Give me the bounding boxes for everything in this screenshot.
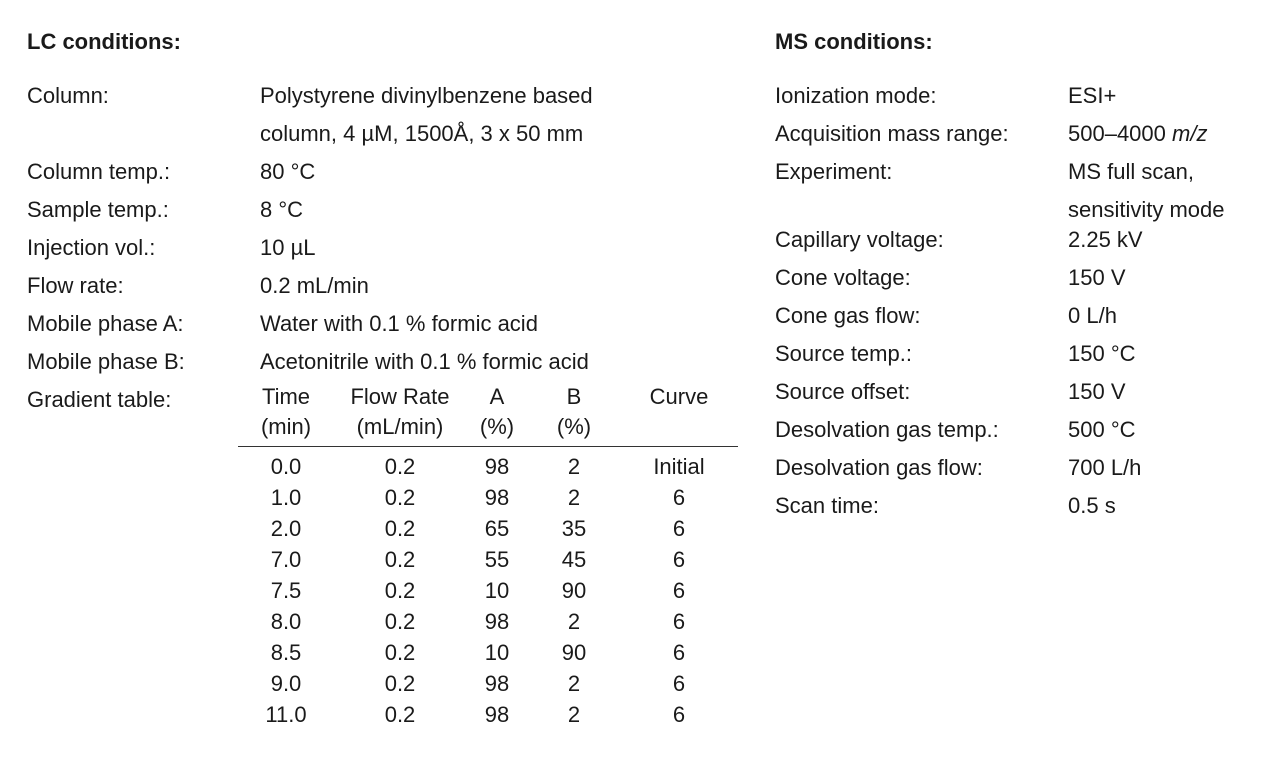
- lc-value-column: [260, 77, 680, 153]
- ms-values-column: [1068, 77, 1225, 525]
- lc-values-column: [260, 77, 680, 381]
- lc-value-column-temp: 80 °C: [260, 159, 316, 184]
- gradient-table-row: [238, 447, 738, 483]
- gradient-cell-flow-rate: 0.2: [384, 609, 416, 634]
- ms-label-experiment: Experiment:: [775, 159, 893, 184]
- ms-value-experiment-line2: sensitivity mode: [1068, 197, 1225, 222]
- gradient-cell-a: 98: [484, 609, 510, 634]
- ms-value-scan-time: 0.5 s: [1068, 493, 1116, 518]
- gradient-table: [238, 382, 738, 730]
- gradient-cell-a: 98: [484, 702, 510, 727]
- gradient-cell-flow-rate: 0.2: [384, 516, 416, 541]
- gradient-cell-curve: Initial: [653, 454, 705, 479]
- gradient-cell-a: 98: [484, 671, 510, 696]
- gradient-cell-curve: 6: [672, 671, 686, 696]
- gradient-header-b-line2: (%): [556, 414, 592, 439]
- ms-value-acquisition-mass-range: [1068, 115, 1225, 153]
- gradient-cell-time: 11.0: [265, 702, 307, 727]
- gradient-cell-b: 90: [561, 640, 587, 665]
- gradient-cell-flow-rate: 0.2: [384, 578, 416, 603]
- gradient-cell-flow-rate: 0.2: [384, 485, 416, 510]
- gradient-cell-b: 2: [567, 702, 581, 727]
- gradient-cell-b: 90: [561, 578, 587, 603]
- lc-label-gradient-table: Gradient table:: [27, 387, 172, 412]
- ms-value-source-temp: 150 °C: [1068, 341, 1136, 366]
- ms-label-source-temp: Source temp.:: [775, 341, 912, 366]
- gradient-table-row: [238, 668, 738, 699]
- gradient-cell-b: 35: [561, 516, 587, 541]
- gradient-cell-time: 8.5: [270, 640, 302, 665]
- gradient-table-header-row: [238, 382, 738, 447]
- gradient-cell-a: 55: [484, 547, 510, 572]
- gradient-cell-b: 2: [567, 671, 581, 696]
- gradient-cell-time: 7.5: [270, 578, 302, 603]
- lc-value-injection-vol: 10 µL: [260, 235, 316, 260]
- gradient-cell-time: 2.0: [270, 516, 302, 541]
- gradient-header-a-line2: (%): [479, 414, 515, 439]
- gradient-cell-a: 98: [484, 485, 510, 510]
- gradient-header-b-line1: B: [566, 384, 582, 409]
- lc-label-sample-temp: Sample temp.:: [27, 197, 169, 222]
- lc-label-injection-vol: Injection vol.:: [27, 235, 156, 260]
- lc-label-mobile-phase-a: Mobile phase A:: [27, 311, 184, 336]
- ms-label-cone-voltage: Cone voltage:: [775, 265, 911, 290]
- gradient-table-row: [238, 513, 738, 544]
- gradient-cell-flow-rate: 0.2: [384, 547, 416, 572]
- gradient-cell-flow-rate: 0.2: [384, 640, 416, 665]
- gradient-cell-flow-rate: 0.2: [384, 702, 416, 727]
- lc-value-sample-temp: 8 °C: [260, 197, 304, 222]
- gradient-table-row: [238, 482, 738, 513]
- ms-value-desolvation-gas-flow: 700 L/h: [1068, 455, 1142, 480]
- ms-value-source-offset: 150 V: [1068, 379, 1126, 404]
- gradient-header-flow-rate: [334, 382, 466, 447]
- gradient-cell-curve: 6: [672, 516, 686, 541]
- ms-value-cone-gas-flow: 0 L/h: [1068, 303, 1117, 328]
- ms-label-ionization-mode: Ionization mode:: [775, 83, 937, 108]
- lc-label-column-temp: Column temp.:: [27, 159, 171, 184]
- gradient-cell-b: 2: [567, 454, 581, 479]
- gradient-cell-a: 10: [484, 640, 510, 665]
- gradient-cell-curve: 6: [672, 578, 686, 603]
- lc-value-flow-rate: 0.2 mL/min: [260, 273, 369, 298]
- lc-conditions-heading: LC conditions:: [27, 29, 181, 54]
- lc-value-column-line1: Polystyrene divinylbenzene based: [260, 83, 593, 108]
- gradient-cell-time: 8.0: [270, 609, 302, 634]
- gradient-table-row: [238, 699, 738, 730]
- gradient-cell-a: 98: [484, 454, 510, 479]
- gradient-cell-curve: 6: [672, 609, 686, 634]
- gradient-cell-curve: 6: [672, 547, 686, 572]
- gradient-header-flow-line1: Flow Rate: [350, 384, 450, 409]
- gradient-header-a-line1: A: [489, 384, 505, 409]
- lc-value-mobile-phase-b: Acetonitrile with 0.1 % formic acid: [260, 349, 589, 374]
- gradient-cell-curve: 6: [672, 702, 686, 727]
- gradient-cell-time: 7.0: [270, 547, 302, 572]
- lc-label-mobile-phase-b: Mobile phase B:: [27, 349, 185, 374]
- ms-value-desolvation-gas-temp: 500 °C: [1068, 417, 1136, 442]
- ms-conditions-heading: MS conditions:: [775, 29, 933, 54]
- ms-labels-column: [775, 77, 1009, 525]
- gradient-table-row: [238, 544, 738, 575]
- lc-value-mobile-phase-a: Water with 0.1 % formic acid: [260, 311, 538, 336]
- gradient-table-row: [238, 575, 738, 606]
- gradient-header-curve-line1: Curve: [649, 384, 709, 409]
- gradient-cell-curve: 6: [672, 485, 686, 510]
- ms-label-desolvation-gas-flow: Desolvation gas flow:: [775, 455, 983, 480]
- gradient-cell-b: 45: [561, 547, 587, 572]
- gradient-table-row: [238, 606, 738, 637]
- gradient-header-curve: [620, 382, 738, 447]
- gradient-cell-b: 2: [567, 485, 581, 510]
- ms-label-desolvation-gas-temp: Desolvation gas temp.:: [775, 417, 999, 442]
- gradient-header-a: [466, 382, 528, 447]
- gradient-table-body: [238, 447, 738, 731]
- ms-label-capillary-voltage: Capillary voltage:: [775, 227, 944, 252]
- lc-labels-column: [27, 77, 185, 419]
- gradient-cell-time: 9.0: [270, 671, 302, 696]
- gradient-table-row: [238, 637, 738, 668]
- gradient-cell-curve: 6: [672, 640, 686, 665]
- ms-value-experiment-line1: MS full scan,: [1068, 159, 1194, 184]
- ms-value-ionization-mode: ESI+: [1068, 83, 1117, 108]
- ms-value-mass-range-unit: m/z: [1172, 121, 1208, 146]
- ms-value-mass-range-numbers: 500–4000: [1068, 121, 1172, 146]
- ms-label-scan-time: Scan time:: [775, 493, 879, 518]
- ms-label-cone-gas-flow: Cone gas flow:: [775, 303, 921, 328]
- ms-label-source-offset: Source offset:: [775, 379, 911, 404]
- gradient-header-time-line1: Time: [261, 384, 311, 409]
- lc-value-column-line2: column, 4 µM, 1500Å, 3 x 50 mm: [260, 121, 584, 146]
- ms-label-acquisition-mass-range: Acquisition mass range:: [775, 121, 1009, 146]
- gradient-cell-flow-rate: 0.2: [384, 671, 416, 696]
- gradient-header-time-line2: (min): [260, 414, 312, 439]
- gradient-cell-a: 10: [484, 578, 510, 603]
- gradient-cell-a: 65: [484, 516, 510, 541]
- gradient-cell-flow-rate: 0.2: [384, 454, 416, 479]
- lc-label-flow-rate: Flow rate:: [27, 273, 124, 298]
- lc-label-column: Column:: [27, 83, 109, 108]
- gradient-cell-b: 2: [567, 609, 581, 634]
- gradient-cell-time: 0.0: [270, 454, 302, 479]
- ms-value-cone-voltage: 150 V: [1068, 265, 1126, 290]
- gradient-header-flow-line2: (mL/min): [356, 414, 444, 439]
- ms-value-capillary-voltage: 2.25 kV: [1068, 227, 1143, 252]
- gradient-header-time: [238, 382, 334, 447]
- gradient-header-b: [528, 382, 620, 447]
- ms-value-experiment: [1068, 153, 1225, 221]
- gradient-cell-time: 1.0: [270, 485, 302, 510]
